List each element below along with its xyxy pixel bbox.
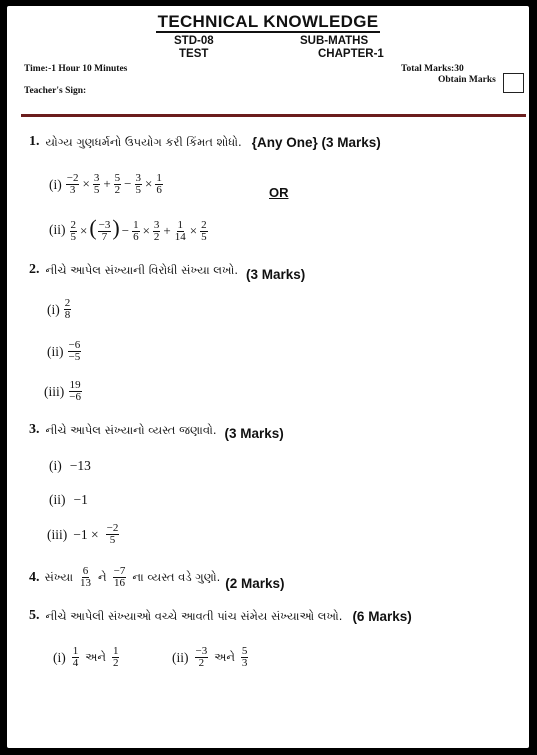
- and-word: અને: [85, 650, 106, 664]
- question-text: નીચે આપેલી સંખ્યાઓ વચ્ચે આવતી પાંચ સંમેય સંખ્યાઓ લખો.: [45, 608, 343, 623]
- fraction: $\frac{-2}{5}$: [106, 522, 119, 546]
- q2-part-iii: [44, 380, 83, 403]
- part-label: (i): [49, 458, 62, 473]
- value: −13: [69, 458, 91, 473]
- parenthesis: ): [112, 215, 120, 240]
- q2-part-i: [47, 298, 72, 321]
- question-number: 4.: [29, 569, 40, 585]
- fraction: $\frac{2}{5}$: [201, 219, 207, 244]
- fraction: $\frac{3}{5}$: [135, 172, 141, 196]
- fraction: $\frac{2}{5}$: [70, 219, 76, 244]
- q5-part-i: [53, 646, 120, 669]
- time-label: Time:-1 Hour 10 Minutes: [24, 64, 128, 74]
- fraction: $\frac{-3}{7}$: [98, 219, 111, 244]
- fraction: $\frac{3}{2}$: [153, 219, 160, 244]
- question-marks: (6 Marks): [352, 608, 412, 624]
- fraction: $\frac{-3}{2}$: [195, 645, 208, 669]
- question-text: ને: [98, 570, 107, 584]
- worksheet-title: TECHNICAL KNOWLEDGE: [157, 12, 379, 31]
- teacher-sign-label: Teacher's Sign:: [24, 86, 87, 96]
- fraction: $\frac{1}{4}$: [72, 645, 79, 669]
- fraction: $\frac{19}{-6}$: [69, 379, 81, 403]
- question-5: [29, 608, 412, 624]
- part-label: (iii): [44, 383, 65, 399]
- part-label: (i): [47, 301, 60, 317]
- operator: ×: [145, 175, 153, 191]
- fraction: $\frac{5}{2}$: [114, 172, 121, 196]
- question-text: નીચે આપેલ સંખ્યાનો વ્યસ્ત જણાવો.: [45, 422, 217, 437]
- operator: ×: [189, 223, 198, 238]
- test-label: TEST: [179, 48, 209, 60]
- fraction: $\frac{-2}{3}$: [66, 172, 79, 196]
- question-text: યોગ્ય ગુણધર્મનો ઉપયોગ કરી કિંમત શોધો.: [45, 134, 242, 149]
- fraction: $\frac{1}{14}$: [174, 219, 186, 244]
- total-marks-label: Total Marks:30: [401, 64, 464, 74]
- part-label: (ii): [47, 343, 64, 359]
- part-label: (i): [53, 649, 66, 665]
- fraction: $\frac{-6}{-5}$: [68, 339, 81, 363]
- part-label: (ii): [172, 649, 189, 665]
- part-label: (i): [49, 176, 62, 192]
- part-label: (ii): [49, 222, 66, 238]
- q5-part-ii: [172, 646, 249, 669]
- obtain-marks-box[interactable]: [503, 73, 524, 93]
- question-text: સંખ્યા: [44, 570, 74, 584]
- q1-part-ii: [49, 217, 209, 243]
- value: −1: [73, 492, 88, 507]
- fraction: $\frac{6}{13}$: [80, 565, 92, 589]
- subject-label: SUB-MATHS: [300, 35, 369, 47]
- chapter-label: CHAPTER-1: [318, 48, 384, 60]
- question-4: [29, 566, 285, 589]
- operator: −: [121, 223, 130, 238]
- q3-part-i: [49, 458, 91, 474]
- parenthesis: (: [89, 215, 97, 240]
- fraction: $\frac{1}{6}$: [156, 172, 162, 196]
- question-marks: (3 Marks): [246, 266, 306, 282]
- question-1: [29, 134, 381, 150]
- fraction: $\frac{5}{3}$: [241, 645, 248, 669]
- question-number: 5.: [29, 608, 40, 623]
- part-label: (iii): [47, 526, 68, 542]
- fraction: $\frac{3}{5}$: [93, 172, 100, 196]
- operator: ×: [80, 223, 88, 238]
- q3-part-ii: [49, 492, 88, 508]
- question-2: [29, 262, 306, 282]
- question-number: 3.: [29, 422, 40, 437]
- question-text: નીચે આપેલ સંખ્યાની વિરોધી સંખ્યા લખો.: [45, 262, 238, 277]
- operator: −: [124, 175, 132, 191]
- fraction: $\frac{1}{2}$: [112, 645, 119, 669]
- fraction: $\frac{2}{8}$: [64, 297, 71, 321]
- operator: ×: [142, 223, 150, 238]
- question-marks: (3 Marks): [224, 425, 284, 441]
- obtain-marks-label: Obtain Marks: [438, 75, 496, 85]
- header-divider: [21, 114, 526, 117]
- operator: +: [103, 175, 111, 191]
- q1-part-i: [49, 173, 164, 196]
- question-number: 1.: [29, 134, 40, 149]
- question-3: [29, 422, 284, 441]
- operator: ×: [82, 175, 90, 191]
- fraction: $\frac{-7}{16}$: [113, 565, 126, 589]
- question-number: 2.: [29, 262, 40, 277]
- question-text: ના વ્યસ્ત વડે ગુણો.: [132, 570, 221, 584]
- part-label: (ii): [49, 492, 66, 507]
- question-marks: {Any One} (3 Marks): [251, 134, 381, 150]
- expression: [69, 217, 209, 243]
- expression: [65, 173, 164, 196]
- and-word: અને: [214, 650, 235, 664]
- or-label: OR: [269, 185, 289, 200]
- expression-prefix: −1 ×: [73, 526, 99, 542]
- question-marks: (2 Marks): [225, 576, 285, 591]
- fraction: $\frac{1}{6}$: [133, 219, 139, 244]
- q3-part-iii: [47, 523, 120, 546]
- q2-part-ii: [47, 340, 82, 363]
- standard-label: STD-08: [174, 35, 214, 47]
- worksheet-page: [7, 6, 529, 748]
- operator: +: [163, 223, 171, 238]
